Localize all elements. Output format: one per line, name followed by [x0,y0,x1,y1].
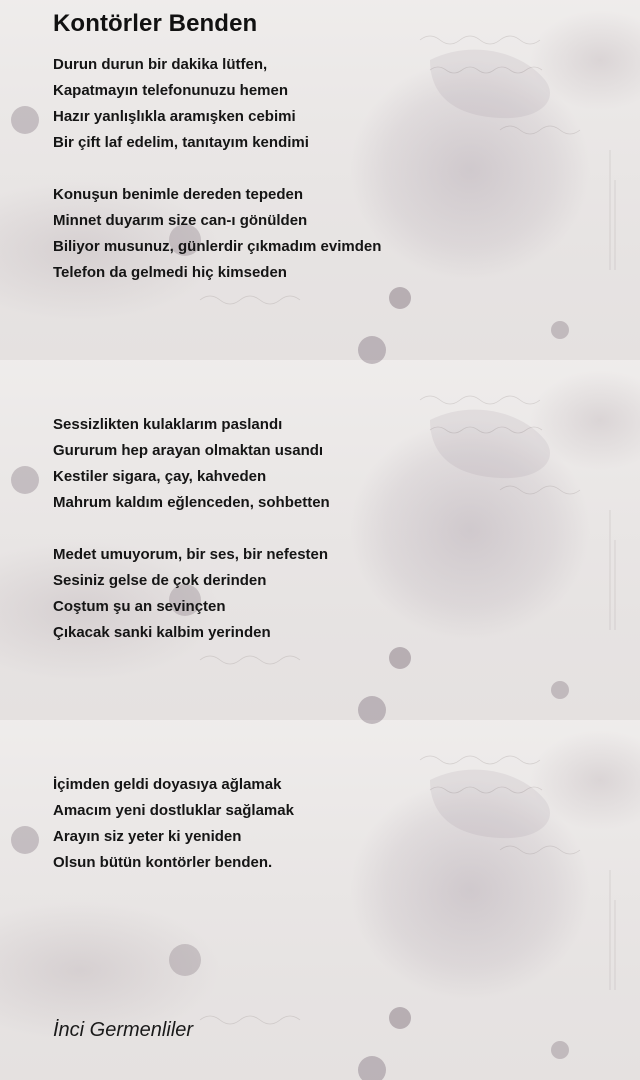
poem-author: İnci Germenliler [53,1019,194,1041]
poem-line: Kestiler sigara, çay, kahveden [53,468,267,485]
stanza-2 [53,182,381,286]
poem-line: Arayın siz yeter ki yeniden [53,828,242,845]
poem-line: Amacım yeni dostluklar sağlamak [53,802,294,819]
stanza-5 [53,772,294,876]
poem-line: Konuşun benimle dereden tepeden [53,186,304,203]
stanza-3 [53,412,330,516]
poem-line: Bir çift laf edelim, tanıtayım kendimi [53,134,309,151]
poem-line: Coştum şu an sevinçten [53,598,226,615]
poem-line: Durun durun bir dakika lütfen, [53,56,268,73]
poem-line: Gururum hep arayan olmaktan usandı [53,442,324,459]
poem-line: Medet umuyorum, bir ses, bir nefesten [53,546,329,563]
poem-line: Telefon da gelmedi hiç kimseden [53,264,287,281]
poem-line: Minnet duyarım size can-ı gönülden [53,212,308,229]
poem-line: Kapatmayın telefonunuzu hemen [53,82,289,99]
poem-line: İçimden geldi doyasıya ağlamak [53,776,282,793]
poem-line: Biliyor musunuz, günlerdir çıkmadım evimden [53,238,382,255]
poem-line: Sessizlikten kulaklarım paslandı [53,416,283,433]
poem-line: Sesiniz gelse de çok derinden [53,572,267,589]
stanza-4 [53,542,328,646]
stanza-1 [53,52,309,156]
poem-title: Kontörler Benden [53,10,258,37]
poem-line: Olsun bütün kontörler benden. [53,854,273,871]
poem-line: Çıkacak sanki kalbim yerinden [53,624,271,641]
poem-line: Mahrum kaldım eğlenceden, sohbetten [53,494,330,511]
poem-line: Hazır yanlışlıkla aramışken cebimi [53,108,296,125]
